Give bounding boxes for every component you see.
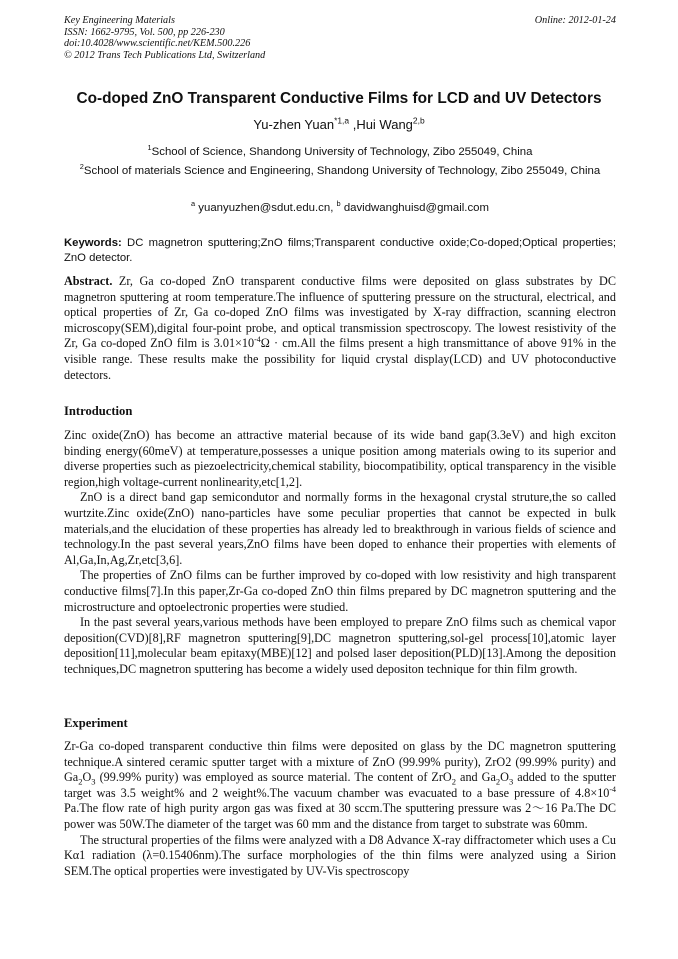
affiliation-2	[64, 164, 616, 179]
introduction-body	[64, 428, 616, 678]
paper-title: Co-doped ZnO Transparent Conductive Films for LCD and UV Detectors	[76, 90, 602, 107]
author-line	[40, 117, 638, 132]
abstract-text-2: Ω · cm.All the films present a high transmittance of above 91% in the visible range. These results make the possibility for liquid crystal display(LCD) and UV photoconductive detectors.	[64, 336, 617, 382]
intro-paragraph-2: ZnO is a direct band gap semicondutor and normally forms in the hexagonal crystal struture,the so called wurtzite.Zinc oxide(ZnO) nano-particles have some peculiar properties that cannot be expected in bulk materials,and the elucidation of these properties has already led to breakthrough in various fields of science and technology.In the past several years,ZnO films have been doped to enhance their properties with elements of Al,Ga,In,Ag,Zr,etc[3,6].	[64, 490, 616, 567]
journal-header	[64, 15, 616, 61]
abstract-label: Abstract.	[64, 274, 113, 288]
affiliation-2-text: School of materials Science and Engineering, Shandong University of Technology, Zibo 255049, China	[83, 165, 601, 177]
keywords-text: DC magnetron sputtering;ZnO films;Transparent conductive oxide;Co-doped;Optical properties; ZnO detector.	[64, 237, 616, 264]
experiment-paragraph-2: The structural properties of the films were analyzed with a D8 Advance X-ray diffractometer which uses a Cu Kα1 radiation (λ=0.15406nm).The surface morphologies of the thin films were analyzed using a Sirion SEM.The optical properties were investigated by UV-Vis spectroscopy	[64, 832, 616, 878]
keywords	[64, 236, 616, 266]
affiliation-1	[64, 145, 616, 160]
affiliation-1-text: School of Science, Shandong University of Technology, Zibo 255049, China	[151, 146, 533, 158]
intro-paragraph-3: The properties of ZnO films can be further improved by co-doped with low resistivity and high transparent conductive films[7].In this paper,Zr-Ga co-doped ZnO thin films prepared by DC magnetron sputtering and the microstructure and optoelectronic properties were studied.	[64, 568, 616, 614]
email-a-marker: a	[191, 199, 196, 209]
copyright-line: © 2012 Trans Tech Publications Ltd, Switzerland	[64, 49, 266, 61]
abstract-exponent: -4	[254, 335, 261, 345]
email-line	[64, 201, 616, 216]
abstract	[64, 274, 616, 383]
introduction-heading: Introduction	[64, 404, 133, 418]
doi-line: doi:10.4028/www.scientific.net/KEM.500.226	[64, 38, 251, 50]
intro-paragraph-1: Zinc oxide(ZnO) has become an attractive material because of its wide band gap(3.3eV) and high exciton binding energy(60meV) at temperature,possesses a unique position among materials owing to its superior and diverse properties such as piezoelectricity,chemical stability, biocompatibility, optical transparency in the visible region,high voltage-current nonlinearity,etc[1,2].	[64, 428, 616, 489]
affiliation-1-number: 1	[147, 143, 152, 153]
email-b: davidwanghuisd@gmail.com	[340, 202, 489, 214]
author-1: Yu-zhen Yuan	[253, 117, 335, 132]
author-2: Hui Wang	[356, 117, 413, 132]
abstract-text-1: Zr, Ga co-doped ZnO transparent conductive films were deposited on glass substrates by DC magnetron sputtering at room temperature.The influence of sputtering pressure on the structural, electrical, and optical properties of Zr, Ga co-doped ZnO films was investigated by X-ray diffraction, scanning electron microscopy(SEM),digital four-point probe, and optical transmission spectroscopy. The lowest resistivity of the Zr, Ga co-doped ZnO film is 3.01×10	[64, 274, 616, 351]
issn-line: ISSN: 1662-9795, Vol. 500, pp 226-230	[64, 26, 225, 38]
online-date: Online: 2012-01-24	[534, 15, 616, 26]
author-1-marker: *1,a	[334, 115, 350, 126]
experiment-body	[64, 739, 616, 879]
intro-paragraph-4: In the past several years,various methods have been employed to prepare ZnO films such as chemical vapor deposition(CVD)[8],RF magnetron sputtering[9],DC magnetron sputtering,sol-gel process[10],atomic layer deposition[11],molecular beam epitaxy(MBE)[12] and polsed laser deposition(PLD)[13].Among the deposition techniques,DC magnetron sputtering has become a widely used depositon technique for thin film growth.	[64, 615, 616, 676]
author-separator: ,	[349, 117, 357, 132]
email-b-marker: b	[336, 199, 341, 209]
experiment-heading: Experiment	[64, 716, 128, 730]
author-2-marker: 2,b	[412, 115, 425, 126]
journal-name: Key Engineering Materials	[64, 15, 175, 26]
affiliation-2-number: 2	[79, 162, 84, 172]
experiment-paragraph-1: Zr-Ga co-doped transparent conductive thin films were deposited on glass by the DC magnetron sputtering technique.A sintered ceramic sputter target with a mixture of ZnO (99.99% purity), ZrO2 (99.99% purity) and $Ga_2O_3$ (99.99% purity) was employed as source material. The content of ZrO$_2$ and $Ga_2O_3$ added to the sputter target was 3.5 weight% and 2 weight%.The vacuum chamber was evacuated to a base pressure of $4.8\times 10^{-4}$ Pa.The flow rate of high purity argon gas was fixed at 30 sccm.The sputtering pressure was 2～16 Pa.The DC power was 50W.The diameter of the target was 60 mm and the distance from target to substrate was 60mm.	[64, 739, 616, 831]
email-a: yuanyuzhen@sdut.edu.cn,	[195, 202, 337, 214]
keywords-label: Keywords:	[64, 237, 122, 249]
